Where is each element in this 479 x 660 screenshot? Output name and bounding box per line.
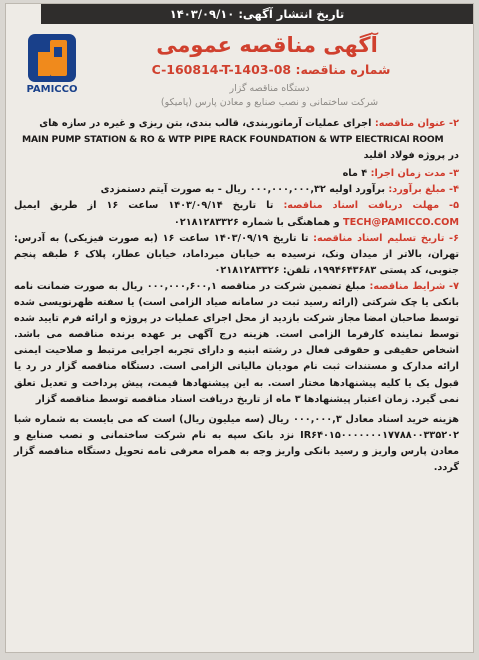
reject-text: دستگاه مناقصه گزار در رد یا قبول یک یا کلیه پیشنهادها مختار است. [14,361,459,389]
visit-text: بازدید از محل اجرای عملیات در پروژه و ارائه فرم تایید شده توسط نماینده کارفرما الزامی است. [14,313,459,341]
pamicco-logo-icon [28,34,76,82]
estimate-section [14,182,459,198]
organizer [101,82,438,110]
subject-end: در پروژه فولاد اقلید [363,150,459,162]
subject-section [14,116,459,164]
submit-text: تا تاریخ ۱۴۰۳/۰۹/۱۹ ساعت ۱۶ (به صورت فیزیکی) [64,232,309,244]
submit-section [14,231,459,279]
publish-date: تاریخ انتشار آگهی: ۱۴۰۳/۰۹/۱۰ [41,4,473,24]
estimate-label: ۴- مبلغ برآورد: [388,184,459,196]
address-text: به آدرس: تهران، بالاتر از میدان ونک، نرسیده به خیابان میرداماد، خیابان عطار، پلاک ۶ طبقه پنجم جنوبی، کد پستی ۱۹۹۴۶۴۳۶۸۳، تلفن: ۰۲۱۸۱۲۸۳۳۲۶ [14,232,459,276]
duration-label: ۳- مدت زمان اجرا: [370,168,459,180]
legal-text: اشخاص حقیقی و حقوقی فعال در رشته ابنیه و دارای تجربه اجرایی مرتبط و صلاحیت ایمنی [14,345,459,357]
validity-text: زمان اعتبار پیشنهادها ۳ ماه از تاریخ دریافت اسناد مناقصه توسط مناقصه گزار [35,393,409,405]
organizer-label: دستگاه مناقصه گزار [229,83,310,94]
purchase-text: هزینه خرید اسناد معادل ۰۰۰,۰۰۰,۳ ریال (سه میلیون ریال) است که می بایست به شماره شبا IR۶۴۰۱۵۰۰۰۰۰۰۰۱۷۷۸۸۰۰۳۳۵۲۰۲ نزد بانک سپه به نام شرکت ساختمانی و نصب صنایع و معادن پارس واریز و رسید بانکی واریز وجه به همراه معرفی نامه تحویل دستگاه مناقصه گزار گردد. [14,413,459,473]
late-text: به این پیشنهادها قیمت، پیش پرداخت و تعدیل تعلق نمی گیرد. [14,377,459,405]
tender-notice [5,3,474,653]
duration-text: ۴ ماه [342,168,368,180]
docs-phone: و هماهنگی با شماره ۰۲۱۸۱۲۸۳۳۲۶ [173,216,340,228]
notice-body [14,116,459,476]
subject-english: MAIN PUMP STATION & RO & WTP PIPE RACK FOUNDATION & WTP ElECTRICAl ROOM [22,134,444,146]
docs-label: ۵- مهلت دریافت اسناد مناقصه: [283,200,460,212]
subject-text: اجرای عملیات آرماتوربندی، قالب بندی، بتن ریزی و غیره در سازه های [39,118,372,129]
purchase-section [14,412,459,476]
organizer-name: شرکت ساختمانی و نصب صنایع و معادن پارس (پامیکو) [160,97,379,108]
logo-text: PAMICCO [26,84,78,95]
tender-number: شماره مناقصه: 08-C-160814-T-1403 [151,62,391,77]
docs-section [14,198,459,230]
docs-email[interactable]: TECH@PAMICCO.COM [343,216,459,228]
docs-text: تا تاریخ ۱۴۰۳/۰۹/۱۴ ساعت ۱۶ از طریق ایمیل [14,200,274,212]
conditions-text: مبلغ تضمین شرکت در مناقصه ۰۰۰,۰۰۰,۶۰۰,۱ ریال به صورت ضمانت نامه بانکی یا چک شرکتی (ارائه رسید ثبت در سامانه صیاد الزامی است) یا سفته ظهرنویسی شده توسط صاحبان امضا مجاز شرکت [14,280,459,325]
docs-required-text: ارائه مدارک و مستندات ثبت نام مودیان مالیاتی الزامی است. [159,361,460,373]
estimate-text: برآورد اولیه ۰۰۰,۰۰۰,۰۰۰,۳۲ ریال - به صورت آیتم دستمزدی [100,184,385,196]
notice-title: آگهی مناقصه عمومی [156,33,378,57]
company-logo [16,34,88,104]
conditions-label: ۷- شرایط مناقصه: [369,280,459,292]
conditions-section [14,279,459,408]
duration-section [14,166,459,182]
subject-label: ۲- عنوان مناقصه: [374,118,459,129]
ad-cost-text: هزینه درج آگهی بر عهده برنده مناقصه می باشد. [14,329,270,341]
submit-label: ۶- تاریخ تسلیم اسناد مناقصه: [313,232,459,244]
